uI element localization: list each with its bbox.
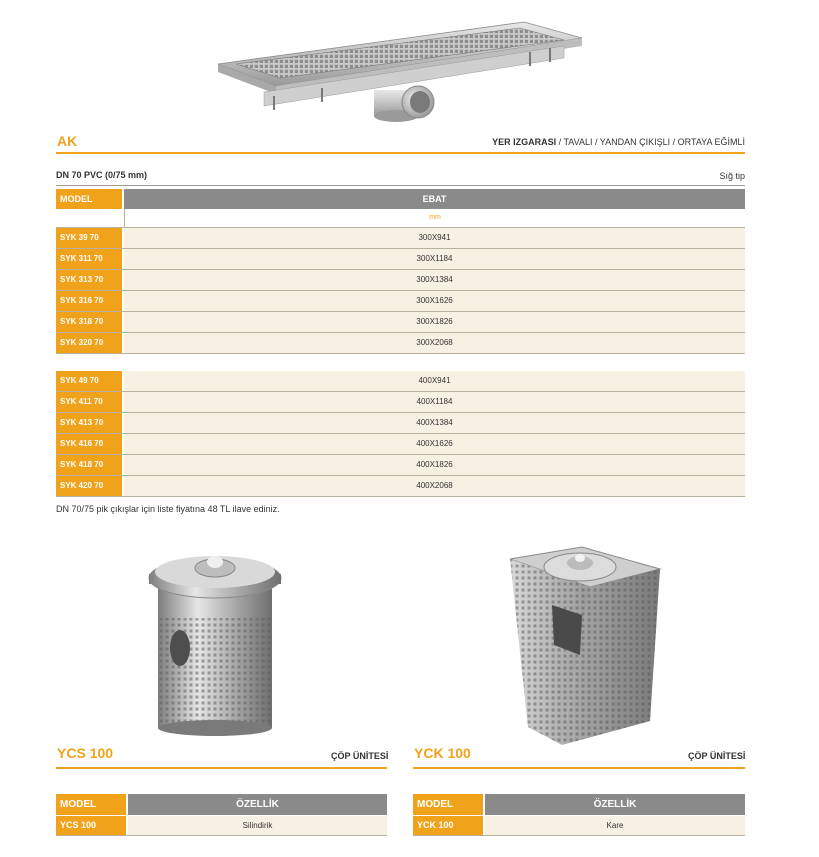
table-row (56, 291, 745, 312)
table-row (56, 816, 387, 836)
size-table (56, 189, 745, 354)
model-cell: SYK 420 70 (56, 476, 122, 496)
table-group-400 (56, 371, 745, 497)
unit-row (56, 209, 745, 228)
price-note: DN 70/75 pik çıkışlar için liste fiyatına 48 TL ilave ediniz. (56, 504, 280, 514)
size-cell: 300X2068 (124, 333, 745, 353)
table-row (56, 249, 745, 270)
cylindrical-bin-image (140, 538, 290, 738)
size-cell: 300X1626 (124, 291, 745, 311)
yck-table (413, 794, 745, 836)
size-cell: 300X1826 (124, 312, 745, 332)
ycs-table (56, 794, 387, 836)
table-row (56, 392, 745, 413)
col-model-header: MODEL (56, 189, 122, 209)
table-row (56, 312, 745, 333)
size-table-group-2 (56, 371, 745, 497)
model-cell: SYK 416 70 (56, 434, 122, 454)
ycs-col-model: MODEL (56, 794, 126, 815)
ycs-rule (56, 767, 387, 769)
ycs-code: YCS 100 (57, 745, 114, 761)
model-cell: SYK 418 70 (56, 455, 122, 475)
table-row (56, 455, 745, 476)
yck-model-cell: YCK 100 (413, 816, 483, 835)
size-cell: 400X2068 (124, 476, 745, 496)
unit-label: mm (124, 209, 745, 227)
size-cell: 400X1184 (124, 392, 745, 412)
ycs-table-header (56, 794, 387, 815)
size-cell: 300X1384 (124, 270, 745, 290)
table-row (56, 434, 745, 455)
table-row (56, 371, 745, 392)
yck-col-model: MODEL (413, 794, 483, 815)
product-title (492, 137, 745, 147)
ycs-category: ÇÖP ÜNİTESİ (331, 751, 389, 761)
ycs-col-feature: ÖZELLİK (128, 794, 387, 815)
model-cell: SYK 313 70 (56, 270, 122, 290)
table-row (56, 476, 745, 497)
size-cell: 400X1826 (124, 455, 745, 475)
type-note: Sığ tip (719, 171, 745, 181)
product-subtitle: DN 70 PVC (0/75 mm) (56, 170, 148, 180)
size-cell: 300X1184 (124, 249, 745, 269)
yck-code: YCK 100 (414, 745, 471, 761)
col-size-header: EBAT (124, 189, 745, 209)
product-title-detail: / TAVALI / YANDAN ÇIKIŞLI / ORTAYA EĞİMLİ (556, 137, 745, 147)
table-header (56, 189, 745, 209)
table-row (56, 270, 745, 291)
model-cell: SYK 49 70 (56, 371, 122, 391)
model-cell: SYK 318 70 (56, 312, 122, 332)
model-cell: SYK 316 70 (56, 291, 122, 311)
header-rule (56, 152, 745, 154)
yck-table-header (413, 794, 745, 815)
floor-drain-image (214, 14, 584, 124)
model-cell: SYK 39 70 (56, 228, 122, 248)
ycs-feature-cell: Silindirik (128, 816, 387, 835)
table-row (56, 333, 745, 354)
model-cell: SYK 320 70 (56, 333, 122, 353)
table-row (56, 413, 745, 434)
size-cell: 400X1626 (124, 434, 745, 454)
yck-col-feature: ÖZELLİK (485, 794, 745, 815)
square-bin-image (502, 545, 667, 745)
model-cell: SYK 413 70 (56, 413, 122, 433)
product-code: AK (57, 133, 78, 149)
size-cell: 400X1384 (124, 413, 745, 433)
ycs-model-cell: YCS 100 (56, 816, 126, 835)
size-cell: 400X941 (124, 371, 745, 391)
yck-feature-cell: Kare (485, 816, 745, 835)
table-row (56, 228, 745, 249)
model-cell: SYK 411 70 (56, 392, 122, 412)
table-group-300 (56, 228, 745, 354)
subtitle-rule (56, 185, 745, 186)
product-title-main: YER IZGARASI (492, 137, 557, 147)
model-cell: SYK 311 70 (56, 249, 122, 269)
table-row (413, 816, 745, 836)
yck-category: ÇÖP ÜNİTESİ (688, 751, 746, 761)
size-cell: 300X941 (124, 228, 745, 248)
yck-rule (413, 767, 745, 769)
